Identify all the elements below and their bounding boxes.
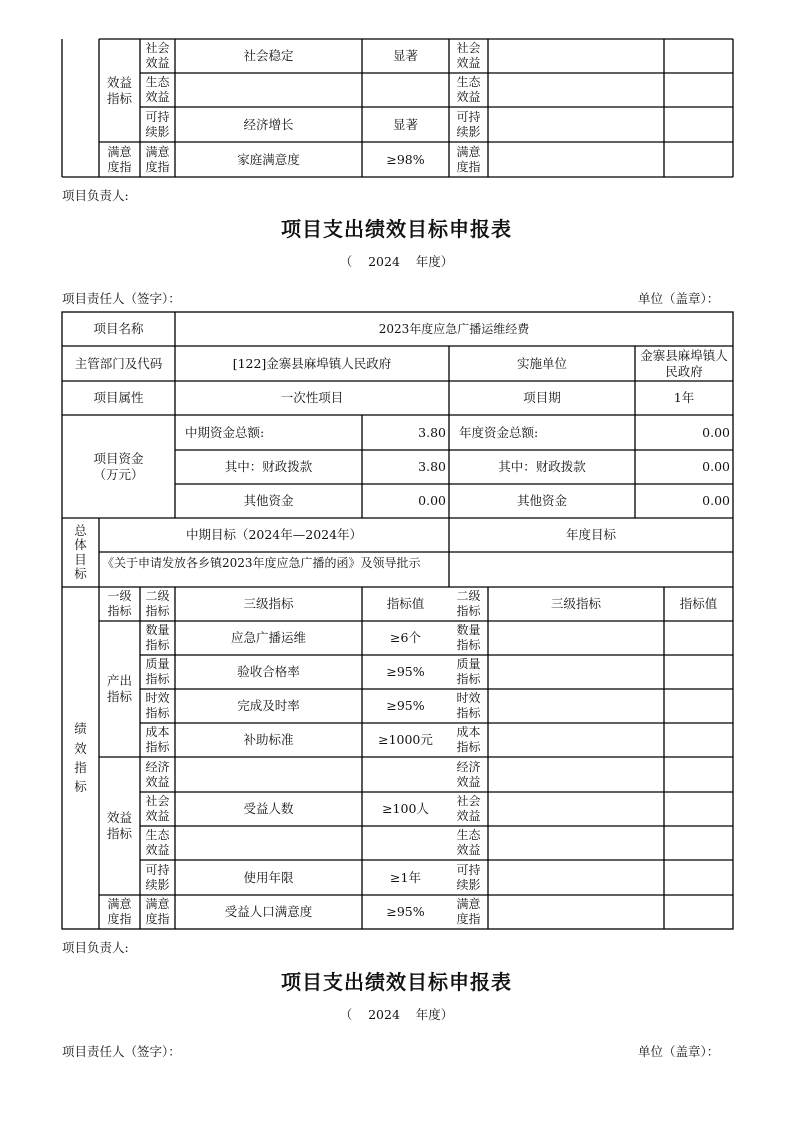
top-row-3-l2: 可持 续影 (145, 109, 170, 139)
year-total-label: 年度资金总额: (459, 424, 539, 440)
satisfaction-indicator-label: 满意 度指 (107, 897, 132, 926)
year-total-value: 0.00 (702, 424, 730, 440)
indicator-row-8-year-level2: 可持 续影 (456, 862, 481, 892)
top-row-2-l3 (175, 73, 362, 107)
top-row-2-value (362, 73, 449, 107)
mid-other-value: 0.00 (418, 493, 446, 509)
mid-total-label: 中期资金总额: (185, 424, 265, 440)
header-level3-year: 三级指标 (550, 596, 601, 612)
indicator-row-4-level3: 补助标准 (243, 732, 294, 748)
form-year: （ 2024 年度） (339, 254, 454, 270)
indicator-row-3-value: ≥95% (386, 698, 425, 714)
indicator-row-1-value: ≥6个 (390, 630, 421, 646)
top-satisfaction-r2: 满意 度指 (456, 144, 481, 174)
indicator-row-9-year-level2: 满意 度指 (456, 897, 481, 926)
header-value-year: 指标值 (679, 596, 718, 612)
header-level1: 一级 指标 (107, 589, 132, 618)
perf-indicator-label: 绩 效 指 标 (74, 721, 87, 795)
output-indicator-label: 产出 指标 (106, 673, 132, 704)
dept-value: [122]金寨县麻埠镇人民政府 (232, 355, 392, 371)
indicator-row-9-level2: 满意 度指 (145, 897, 170, 926)
indicator-row-5-year-level2: 经济 效益 (456, 759, 481, 789)
indicator-row-3-year-level2: 时效 指标 (456, 691, 481, 720)
indicator-row-6-value: ≥100人 (382, 801, 429, 817)
indicator-row-6-year-level2: 社会 效益 (456, 794, 481, 823)
indicator-row-4-value: ≥1000元 (378, 732, 433, 748)
top-benefit-group-label: 效益 指标 (106, 74, 132, 106)
top-row-2-l2: 生态 效益 (145, 75, 170, 104)
top-satisfaction-l1: 满意 度指 (107, 144, 132, 174)
top-satisfaction-value: ≥98% (386, 151, 425, 167)
next-form-title: 项目支出绩效目标申报表 (281, 969, 512, 994)
indicator-row-7-level2: 生态 效益 (145, 828, 170, 857)
indicator-row-3-level3: 完成及时率 (237, 698, 300, 714)
impl-unit-value: 金寨县麻埠镇人 民政府 (640, 347, 728, 379)
indicator-row-5-value (362, 757, 449, 792)
indicator-row-2-level2: 质量 指标 (145, 657, 170, 686)
mid-goal-text: 《关于申请发放各乡镇2023年度应急广播的函》及领导批示 (102, 555, 421, 570)
indicator-row-7-value (362, 826, 449, 860)
top-satisfaction-l3: 家庭满意度 (237, 151, 300, 167)
top-row-3-l3: 经济增长 (243, 116, 294, 132)
project-name-label: 项目名称 (93, 321, 144, 337)
benefit-indicator-label: 效益 指标 (106, 810, 132, 841)
top-row-1-l2: 社会 效益 (145, 41, 170, 70)
header-level2: 二级 指标 (145, 589, 170, 618)
mid-total-value: 3.80 (418, 424, 446, 440)
year-other-label: 其他资金 (516, 493, 567, 509)
signer-label: 项目责任人（签字）： (62, 291, 181, 306)
indicator-row-1-year-level2: 数量 指标 (456, 623, 481, 652)
top-responsible-label: 项目负责人: (62, 188, 129, 203)
indicator-row-7-level3 (175, 826, 362, 860)
indicator-row-7-year-level2: 生态 效益 (456, 828, 481, 857)
period-label: 项目期 (523, 390, 561, 406)
indicator-row-9-value: ≥95% (386, 904, 425, 920)
top-row-1-l3: 社会稳定 (243, 48, 294, 64)
indicator-row-2-level3: 验收合格率 (237, 664, 300, 680)
mid-fiscal-value: 3.80 (418, 459, 446, 475)
indicator-row-5-level2: 经济 效益 (145, 759, 170, 789)
top-satisfaction-l2: 满意 度指 (145, 144, 170, 174)
impl-unit-label: 实施单位 (516, 355, 567, 371)
top-row-3-r2: 可持 续影 (456, 109, 481, 139)
indicator-row-4-level2: 成本 指标 (145, 725, 170, 754)
indicator-row-6-level2: 社会 效益 (145, 794, 170, 823)
period-value: 1年 (673, 390, 695, 406)
attr-value: 一次性项目 (280, 390, 344, 406)
year-other-value: 0.00 (702, 493, 730, 509)
mid-other-label: 其他资金 (243, 493, 294, 509)
dept-label: 主管部门及代码 (74, 355, 163, 371)
next-signer-label: 项目责任人（签字）： (62, 1044, 181, 1059)
header-value: 指标值 (386, 596, 425, 612)
indicator-row-5-level3 (175, 757, 362, 792)
top-row-1-value: 显著 (392, 48, 418, 64)
indicator-row-6-level3: 受益人数 (243, 801, 294, 817)
mid-fiscal-label: 其中：财政拨款 (224, 459, 313, 475)
form-responsible-label: 项目负责人: (62, 940, 129, 955)
unit-stamp-label: 单位（盖章）： (638, 291, 720, 306)
form-title: 项目支出绩效目标申报表 (281, 216, 512, 241)
header-level2-year: 二级 指标 (456, 589, 481, 618)
year-goal-header: 年度目标 (565, 527, 616, 543)
indicator-row-4-year-level2: 成本 指标 (456, 725, 481, 754)
indicator-row-2-value: ≥95% (386, 664, 425, 680)
indicator-row-8-level3: 使用年限 (243, 869, 294, 885)
indicator-row-3-level2: 时效 指标 (145, 691, 170, 720)
indicator-row-9-level3: 受益人口满意度 (224, 904, 313, 920)
header-level3: 三级指标 (243, 596, 294, 612)
indicator-row-1-level2: 数量 指标 (145, 623, 170, 652)
top-row-3-value: 显著 (392, 116, 418, 132)
mid-goal-header: 中期目标（2024年—2024年） (185, 527, 363, 543)
year-fiscal-value: 0.00 (702, 459, 730, 475)
top-row-1-r2: 社会 效益 (456, 41, 481, 70)
indicator-row-8-value: ≥1年 (390, 869, 421, 885)
next-unit-stamp-label: 单位（盖章）： (638, 1044, 720, 1059)
indicator-row-8-level2: 可持 续影 (145, 862, 170, 892)
indicator-row-1-level3: 应急广播运维 (230, 630, 306, 646)
next-form-year: （ 2024 年度） (339, 1007, 454, 1023)
indicator-row-2-year-level2: 质量 指标 (456, 657, 481, 686)
attr-label: 项目属性 (93, 390, 144, 406)
overall-goal-label: 总 体 目 标 (74, 522, 87, 581)
top-row-2-r2: 生态 效益 (456, 75, 481, 104)
project-name-value: 2023年度应急广播运维经费 (378, 321, 530, 336)
year-fiscal-label: 其中：财政拨款 (498, 459, 586, 475)
funds-label: 项目资金 （万元） (93, 450, 144, 482)
